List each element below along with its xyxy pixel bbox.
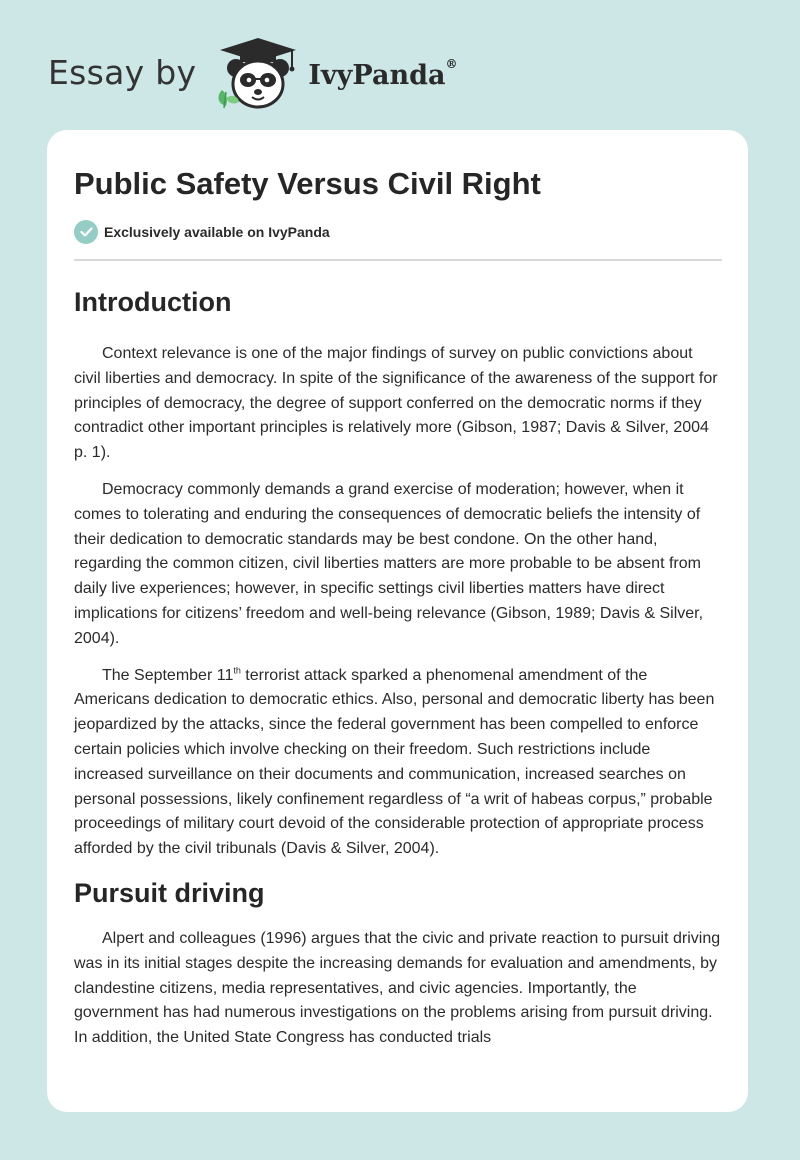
paragraph: Alpert and colleagues (1996) argues that the civic and private reaction to pursuit driving was in its initial stages despite the increasing demands for evaluation and amendments, by clandestine citizens, media representatives, and civic agencies. Importantly, the government has had numerous investigations on the problems arising from pursuit driving. In addition, the United State Congress has conducted trials — [74, 929, 721, 1047]
essay-by-label: Essay by — [48, 52, 197, 92]
section-heading-introduction: Introduction — [74, 287, 232, 317]
divider — [74, 259, 722, 261]
badge-text: Exclusively available on IvyPanda — [104, 224, 330, 240]
paragraph: Context relevance is one of the major findings of survey on public convictions about civil liberties and democracy. In spite of the significance of the awareness of the support for principles of democracy, the degree of support conferred on the democratic norms if they contradict other important principles is relatively more (Gibson, 1987; Davis & Silver, 2004 p. 1). — [74, 345, 718, 462]
section-heading-pursuit-driving: Pursuit driving — [74, 877, 265, 908]
paragraph: Democracy commonly demands a grand exercise of moderation; however, when it comes to tolerating and enduring the consequences of democratic beliefs the intensity of their dedication to democratic standards may be best condone. On the other hand, regarding the common citizen, civil liberties matters are more probable to be absent from daily live experiences; however, in specific settings civil liberties matters have direct implications for citizens’ freedom and well-being relevance (Gibson, 1989; Davis & Silver, 2004). — [74, 480, 704, 647]
check-icon — [74, 220, 98, 244]
brand-name: IvyPanda® — [308, 56, 458, 91]
panda-logo-icon[interactable] — [212, 34, 304, 110]
exclusive-badge — [74, 220, 722, 244]
page-title: Public Safety Versus Civil Right — [74, 166, 541, 201]
site-header — [48, 34, 457, 110]
paragraph: The September 11th terrorist attack sparked a phenomenal amendment of the Americans dedication to democratic ethics. Also, personal and democratic liberty has been jeopardized by the attacks, since the federal government has been compelled to enforce certain policies which involve checking on their freedom. Such restrictions include increased surveillance on their documents and communication, increased searches on personal possessions, likely confinement regardless of “a writ of habeas corpus,” probable proceedings of military court devoid of the considerable protection of appropriate process afforded by the civil tribunals (Davis & Silver, 2004). — [74, 665, 715, 858]
essay-card — [47, 130, 748, 1112]
